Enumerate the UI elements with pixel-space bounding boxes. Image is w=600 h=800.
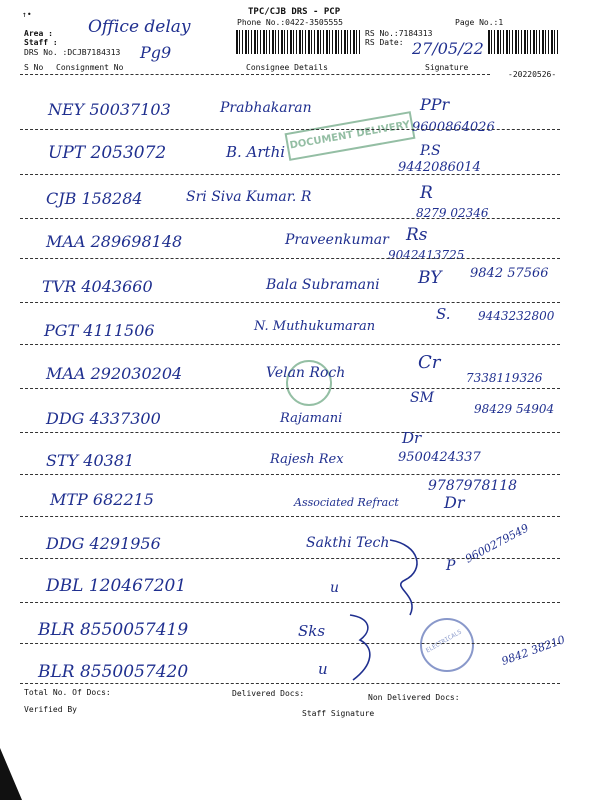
date-code: -20220526- (508, 70, 557, 79)
barcode-right (488, 30, 558, 54)
consignment-2: UPT 2053072 (48, 143, 167, 163)
area-label: Area : (24, 29, 53, 38)
signature-3: R (420, 183, 433, 203)
staff-label: Staff : (24, 38, 58, 47)
consignee-10: Associated Refract (294, 496, 399, 509)
phone-4: 9042413725 (388, 248, 465, 262)
signature-10: Dr (444, 493, 465, 512)
row-line (20, 432, 560, 433)
consignment-12: DBL 120467201 (46, 576, 187, 596)
consignment-4: MAA 289698148 (46, 232, 183, 251)
consignment-13: BLR 8550057419 (38, 620, 189, 640)
row-line (20, 516, 560, 517)
signature-2: P.S (420, 143, 441, 159)
delivered-docs-label: Delivered Docs: (232, 689, 305, 698)
phone-5: 9842 57566 (470, 266, 549, 281)
phone-2: 9442086014 (398, 160, 481, 175)
header-divider (20, 74, 490, 75)
consignment-7: MAA 292030204 (46, 364, 183, 383)
consignment-10: MTP 682215 (50, 490, 154, 509)
consignment-3: CJB 158284 (46, 189, 143, 208)
consignment-8: DDG 4337300 (46, 409, 161, 428)
electricals-stamp-text: ELECTRICALS (424, 628, 463, 655)
consignee-13: Sks (298, 622, 326, 640)
consignment-6: PGT 4111506 (44, 321, 155, 340)
handwritten-staff: Pg9 (140, 43, 172, 62)
signature-6: S. (436, 305, 451, 323)
signature-scribble (380, 535, 440, 625)
phone-6: 9443232800 (478, 309, 555, 323)
row-line (20, 218, 560, 219)
rs-number: RS No.:7184313 (365, 29, 433, 38)
signature-1: PPr (420, 95, 450, 114)
col-consignment: Consignment No (56, 63, 124, 72)
signature-8: SM (410, 390, 434, 406)
row-line (20, 258, 560, 259)
total-docs-label: Total No. Of Docs: (24, 688, 111, 697)
col-consignee: Consignee Details (246, 63, 328, 72)
consignment-1: NEY 50037103 (48, 100, 171, 119)
signature-9: Dr (402, 429, 422, 447)
phone-3: 8279 02346 (416, 206, 489, 220)
row-line (20, 474, 560, 475)
barcode-left (236, 30, 360, 54)
signature-4: Rs (406, 225, 428, 245)
handwritten-date: 27/05/22 (412, 39, 484, 58)
consignee-6: N. Muthukumaran (254, 319, 376, 334)
consignee-3: Sri Siva Kumar. R (186, 189, 312, 205)
phone-7: 7338119326 (466, 371, 543, 385)
consignee-11: Sakthi Tech (306, 535, 390, 551)
verified-by-label: Verified By (24, 705, 77, 714)
consignment-9: STY 40381 (46, 451, 135, 470)
signature-7: Cr (418, 352, 441, 373)
header-mark: ↑• (22, 10, 32, 19)
row-line (20, 643, 560, 644)
drs-number: DRS No. :DCJB7184313 (24, 48, 121, 57)
phone-8: 98429 54904 (474, 402, 555, 416)
phone-11: 9600279549 (463, 521, 531, 566)
row-line (20, 388, 560, 389)
handwritten-area: Office delay (88, 17, 191, 37)
consignee-14: u (318, 660, 328, 678)
row-line (20, 129, 560, 130)
col-sno: S No (24, 63, 44, 72)
row-line (20, 302, 560, 303)
bracket-scribble (345, 610, 385, 690)
phone-14: 9842 38210 (499, 633, 567, 668)
consignee-8: Rajamani (280, 411, 343, 426)
consignment-5: TVR 4043660 (42, 277, 153, 296)
rs-date-label: RS Date: (365, 38, 404, 47)
col-signature: Signature (425, 63, 469, 72)
phone-9: 9500424337 (398, 450, 481, 465)
row-line (20, 602, 560, 603)
consignee-1: Prabhakaran (220, 100, 312, 116)
non-delivered-docs-label: Non Delivered Docs: (368, 693, 460, 702)
signature-5: BY (418, 268, 442, 288)
consignee-7: Velan Roch (266, 365, 346, 381)
row-line (20, 558, 560, 559)
row-line (20, 174, 560, 175)
signature-11: P (446, 558, 456, 574)
page-title: TPC/CJB DRS - PCP (248, 7, 341, 17)
staff-signature-label: Staff Signature (302, 709, 375, 718)
phone-10: 9787978118 (428, 478, 518, 494)
consignee-9: Rajesh Rex (270, 452, 344, 467)
consignee-4: Praveenkumar (285, 232, 389, 248)
consignment-11: DDG 4291956 (46, 534, 161, 553)
consignment-14: BLR 8550057420 (38, 662, 189, 682)
consignee-12: u (330, 580, 340, 596)
row-line (20, 344, 560, 345)
consignee-5: Bala Subramani (266, 277, 380, 293)
footer-divider (20, 683, 560, 684)
phone-number: Phone No.:0422-3505555 (237, 18, 343, 27)
electricals-stamp (420, 618, 474, 672)
phone-1: 9600864026 (412, 120, 495, 135)
document-delivery-stamp: DOCUMENT DELIVERY (285, 111, 416, 161)
page-number: Page No.:1 (455, 18, 504, 27)
consignee-2: B. Arthi (226, 143, 286, 161)
corner-mark (0, 748, 22, 800)
